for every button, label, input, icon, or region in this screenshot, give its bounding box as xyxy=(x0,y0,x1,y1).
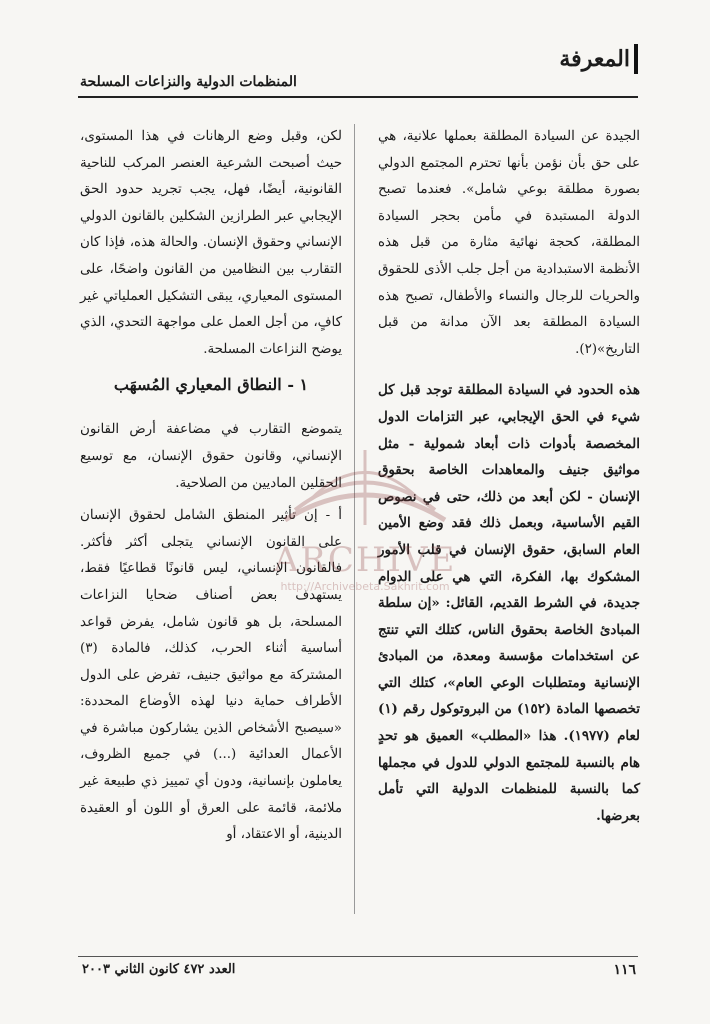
watermark-logo-text: ARCHIVE xyxy=(273,540,457,580)
header-divider xyxy=(78,96,638,98)
watermark-url: http://Archivebeta.Sakhrit.com xyxy=(280,580,450,593)
left-column xyxy=(80,124,342,849)
right-column xyxy=(378,124,640,829)
paragraph: الجيدة عن السيادة المطلقة بعملها علانية، هي على حق بأن نؤمن بأنها تحترم المجتمع الدولي بصورة مطلقة بوعي شامل». فعندما تصبح الدولة المستبدة في مأمن بحجر السيادة المطلقة، كحجة نهائية مثارة من قبل هذه الأنظمة الاستبدادية من أجل جلب الأذى للحقوق والحريات للرجال والنساء والأطفال، تصبح هذه السيادة المطلقة بعد الآن مدانة من قبل التاريخ»(٢). xyxy=(378,129,640,357)
logo-text: المعرفة xyxy=(559,46,630,72)
running-title: المنظمات الدولية والنزاعات المسلحة xyxy=(80,74,297,90)
footer-divider xyxy=(78,956,638,957)
page-number: ١١٦ xyxy=(613,962,636,978)
logo-bar xyxy=(634,44,638,74)
column-divider xyxy=(354,124,355,914)
issue-info: العدد ٤٧٢ كانون الثاني ٢٠٠٣ xyxy=(82,962,236,977)
paragraph: يتموضع التقارب في مضاعفة أرض القانون الإنساني، وقانون حقوق الإنسان، مع توسيع الحقلين الماديين من الصلاحية. xyxy=(80,422,342,491)
paragraph: هذه الحدود في السيادة المطلقة توجد قبل كل شيء في الحق الإيجابي، عبر التزامات الدول المخصصة بأدوات ذات أبعاد شمولية - مثل مواثيق جنيف والمعاهدات الخاصة بحقوق الإنسان - لكن أبعد من ذلك، حتى في نصوص القيم الأساسية، وبعمل ذلك فقد وضع الأمين العام السابق، حقوق الإنسان في قلب الأمور المشكوك بها، الفكرة، التي هي على الدوام جديدة، في الشرط القديم، القائل: «إن سلطة المبادئ الخاصة بحقوق الناس، كتلك التي تنتج عن استخدامات مؤسسة ومعدة، من المبادئ الإنسانية ومتطلبات الوعي العام»، كتلك التي تخصصها المادة (١٥٢) من البروتوكول رقم (١) لعام (١٩٧٧). هذا «المطلب» العميق هو تحدٍ هام بالنسبة للمجتمع الدولي للدول في مجملها كما بالنسبة للمنظمات الدولية التي تأمل بعرضها. xyxy=(378,382,641,824)
magazine-logo xyxy=(559,44,638,74)
paragraph: أ - إن تأثير المنطق الشامل لحقوق الإنسان على القانون الإنساني يتجلى أكثر فأكثر. فالقانون الإنساني، ليس قانونًا قطاعيًا فقط، يستهدف بعض أصناف ضحايا النزاعات المسلحة، بل هو قانون شامل، يفرض قواعد أساسية أثناء الحرب، كذلك، فالمادة (٣) المشتركة مع مواثيق جنيف، تفرض على الدول الأطراف حماية دنيا لهذه الأوضاع المحددة: «سيصبح الأشخاص الذين يشاركون مباشرة في الأعمال العدائية (...) في جميع الظروف، يعاملون بإنسانية، ودون أي تمييز ذي طبيعة غير ملائمة، قائمة على العرق أو اللون أو العقيدة الدينية، أو الاعتقاد، أو xyxy=(80,508,342,843)
paragraph: لكن، وقبل وضع الرهانات في هذا المستوى، حيث أصبحت الشرعية العنصر المركب للناحية القانونية، أيضًا، فهل، يجب تجريد حدود الحق الإيجابي عبر الطرازين الشكلين بالقانون الدولي الإنساني وحقوق الإنسان. والحالة هذه، فإذا كان التقارب بين النظامين من القانون واضحًا، على المستوى المعياري، يبقى التشكيل العملياتي غير كافٍ، من أجل العمل على مواجهة التحدي، الذي يوضح النزاعات المسلحة. xyxy=(80,129,342,357)
section-heading: ١ - النطاق المعياري المُسهَب xyxy=(113,375,309,395)
